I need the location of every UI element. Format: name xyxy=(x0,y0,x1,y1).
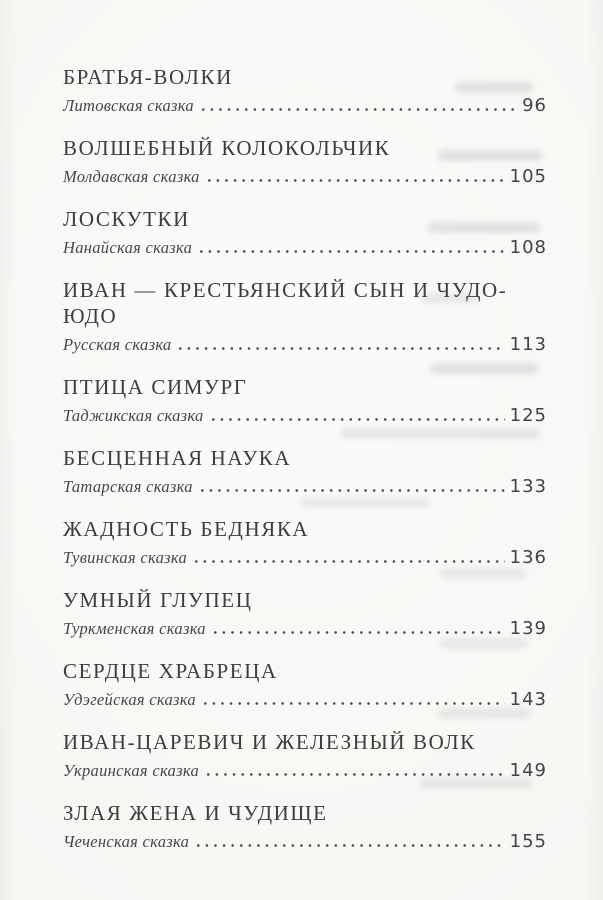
page-number: 139 xyxy=(509,618,547,639)
page-number: 149 xyxy=(509,760,547,781)
dot-leader xyxy=(212,418,505,421)
tale-origin: Тувинская сказка xyxy=(63,548,188,567)
toc-entry xyxy=(63,658,547,711)
toc-entry xyxy=(63,64,547,117)
page-number: 143 xyxy=(509,689,547,710)
dot-leader xyxy=(204,702,505,705)
dot-leader xyxy=(179,347,504,350)
toc-entry xyxy=(63,587,547,640)
page-number: 136 xyxy=(509,547,547,568)
toc-entry xyxy=(63,516,547,569)
tale-title: БРАТЬЯ-ВОЛКИ xyxy=(63,65,233,89)
tale-title: БЕСЦЕННАЯ НАУКА xyxy=(63,446,292,470)
tale-title: СЕРДЦЕ ХРАБРЕЦА xyxy=(63,659,278,683)
toc-entry xyxy=(63,206,547,259)
toc-entry xyxy=(63,729,547,782)
page-number: 113 xyxy=(509,334,547,355)
page-number: 155 xyxy=(509,831,547,852)
tale-title: ЗЛАЯ ЖЕНА И ЧУДИЩЕ xyxy=(63,801,328,825)
tale-title: ПТИЦА СИМУРГ xyxy=(63,375,248,399)
tale-title: ЖАДНОСТЬ БЕДНЯКА xyxy=(63,517,310,541)
tale-title: ИВАН — КРЕСТЬЯНСКИЙ СЫН И ЧУДО-ЮДО xyxy=(63,278,508,328)
toc-entry xyxy=(63,135,547,188)
tale-title: УМНЫЙ ГЛУПЕЦ xyxy=(63,588,253,612)
tale-origin: Таджикская сказка xyxy=(63,406,204,425)
dot-leader xyxy=(202,108,517,111)
page-number: 133 xyxy=(509,476,547,497)
dot-leader xyxy=(208,179,505,182)
tale-origin: Нанайская сказка xyxy=(63,238,193,257)
dot-leader xyxy=(207,773,505,776)
tale-title: ИВАН-ЦАРЕВИЧ И ЖЕЛЕЗНЫЙ ВОЛК xyxy=(63,730,476,754)
toc-entry xyxy=(63,277,547,356)
dot-leader xyxy=(200,250,504,253)
toc-entry xyxy=(63,374,547,427)
tale-origin: Молдавская сказка xyxy=(63,167,200,186)
tale-origin: Татарская сказка xyxy=(63,477,193,496)
page-number: 105 xyxy=(509,166,547,187)
dot-leader xyxy=(195,560,505,563)
dot-leader xyxy=(197,844,504,847)
dot-leader xyxy=(201,489,505,492)
tale-origin: Русская сказка xyxy=(63,335,172,354)
tale-origin: Туркменская сказка xyxy=(63,619,206,638)
tale-origin: Удэгейская сказка xyxy=(63,690,196,709)
tale-title: ВОЛШЕБНЫЙ КОЛОКОЛЬЧИК xyxy=(63,136,391,160)
tale-origin: Чеченская сказка xyxy=(63,832,190,851)
page-number: 108 xyxy=(509,237,547,258)
tale-title: ЛОСКУТКИ xyxy=(63,207,190,231)
tale-origin: Украинская сказка xyxy=(63,761,199,780)
dot-leader xyxy=(214,631,505,634)
toc-entry xyxy=(63,445,547,498)
tale-origin: Литовская сказка xyxy=(63,96,194,115)
toc-entry xyxy=(63,800,547,853)
page-number: 125 xyxy=(509,405,547,426)
page-number: 96 xyxy=(522,95,547,116)
